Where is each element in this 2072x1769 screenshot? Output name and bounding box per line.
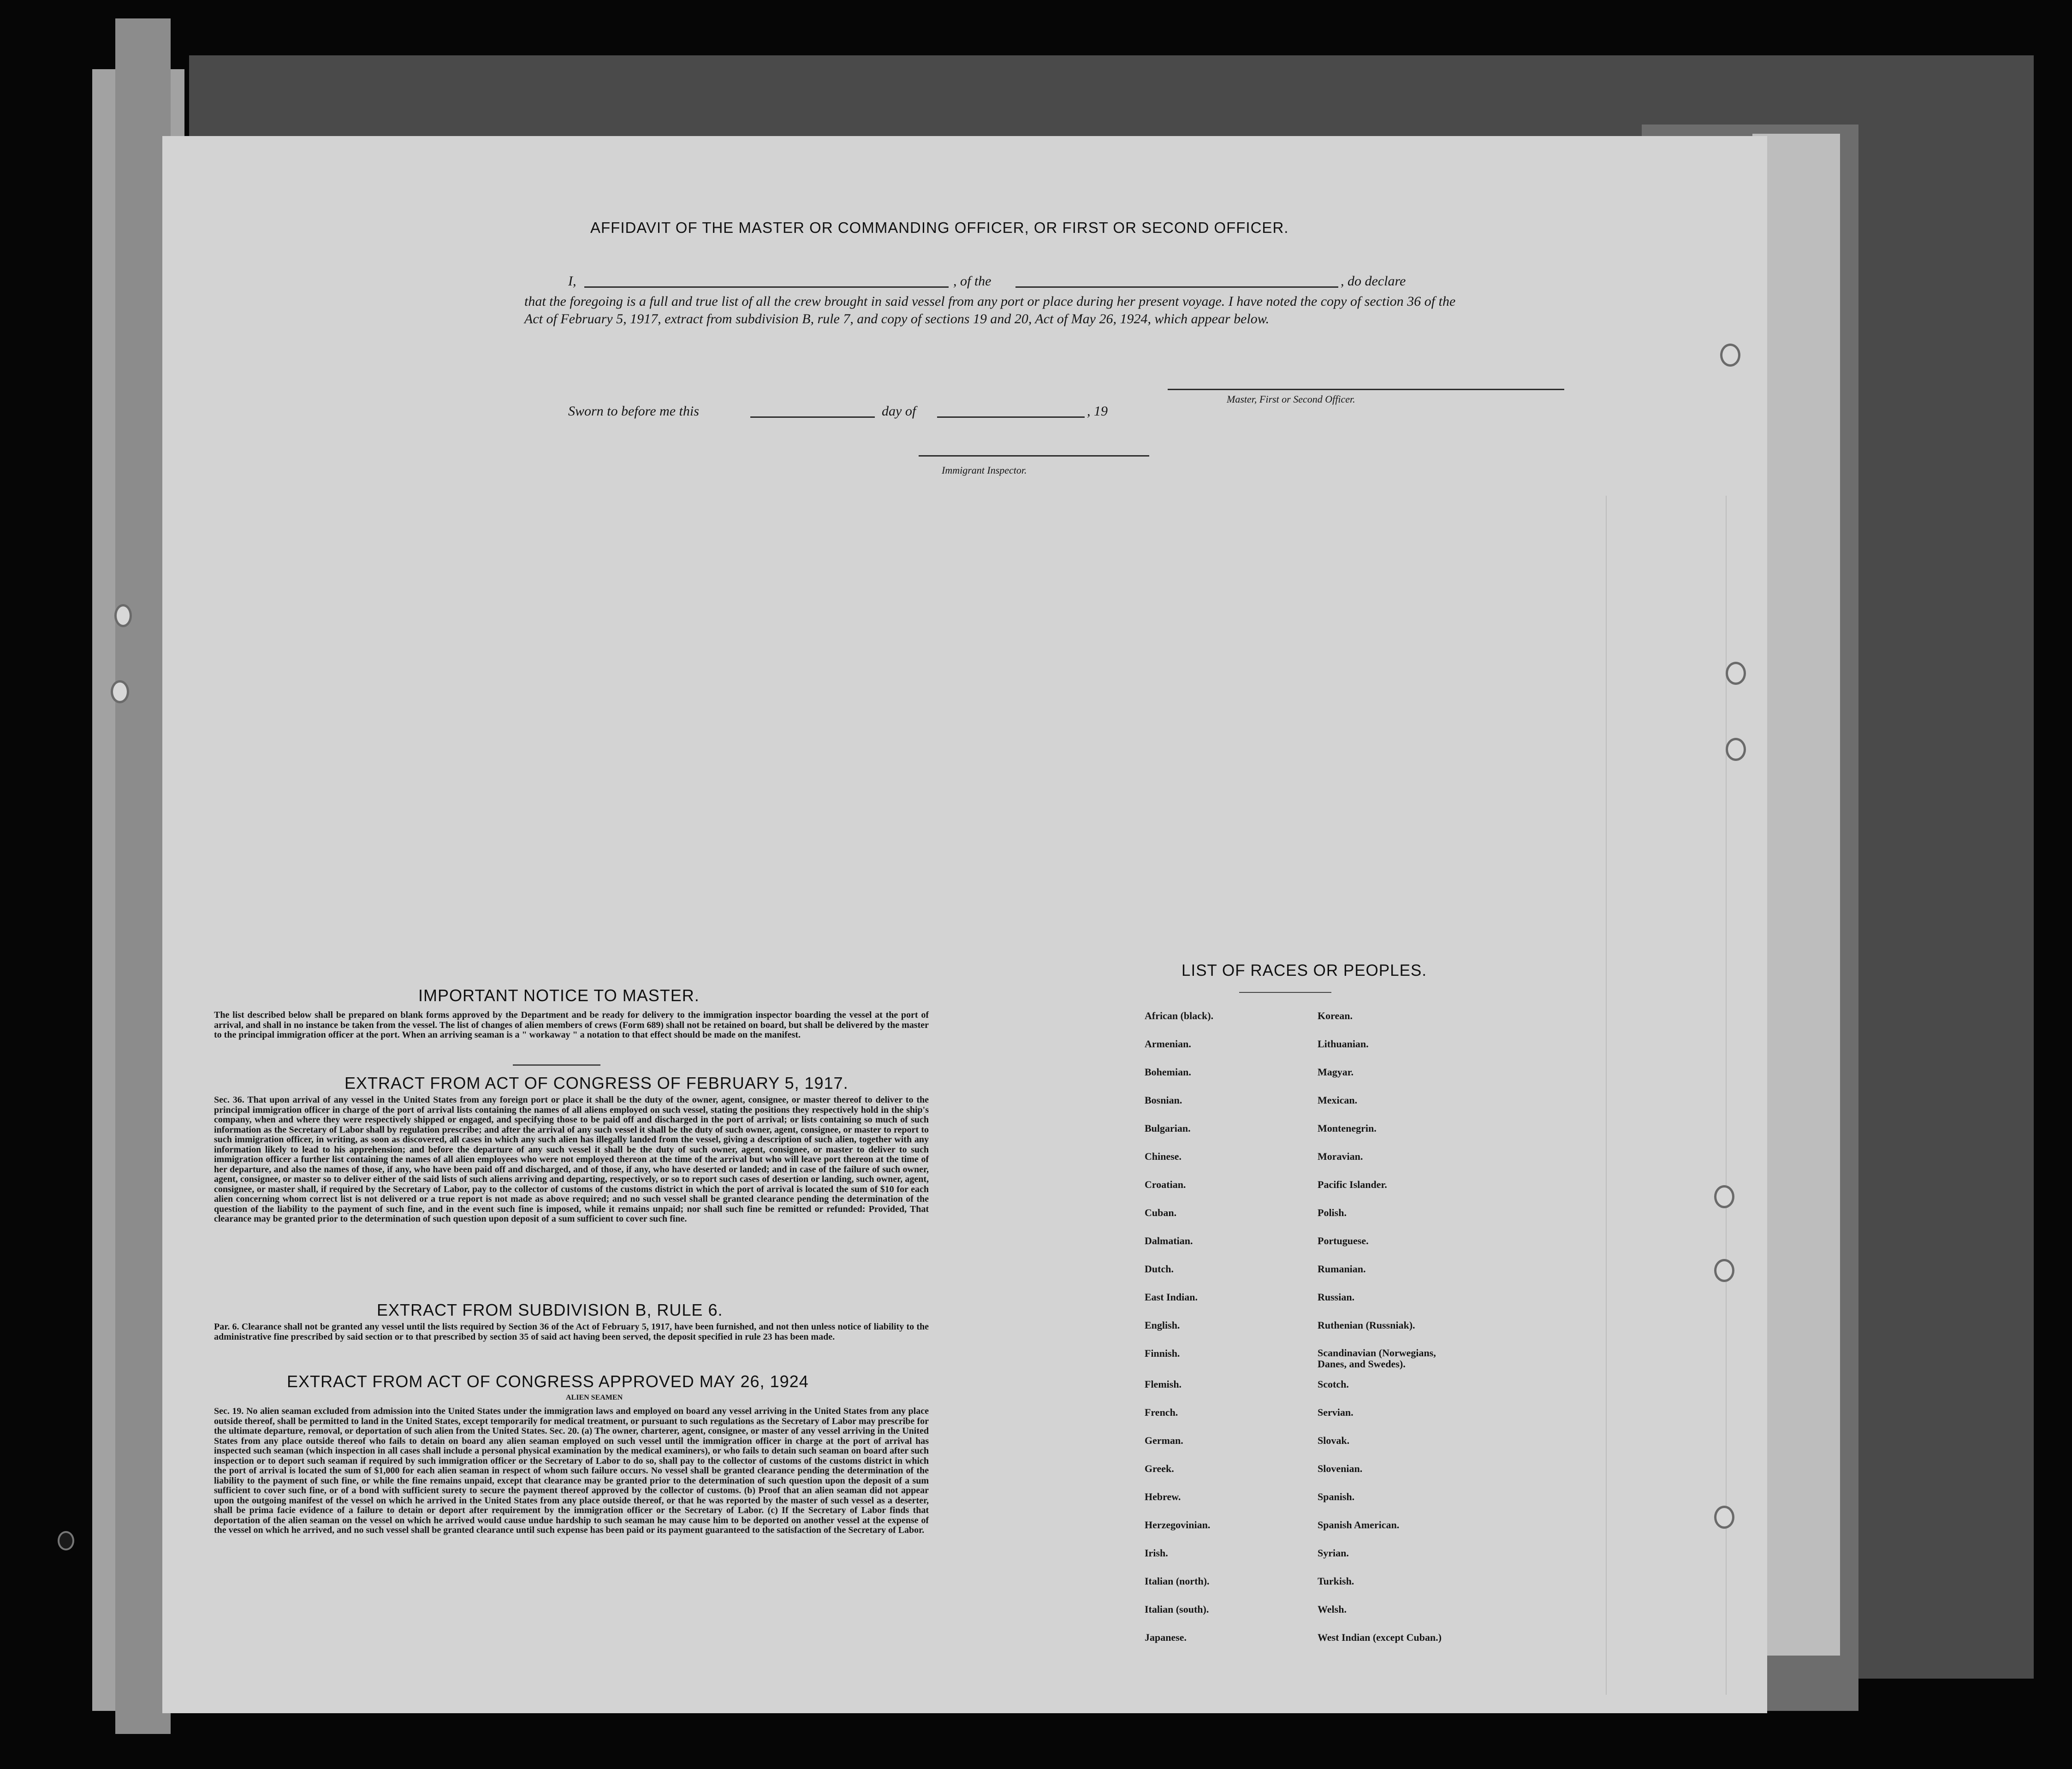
divider <box>1239 992 1331 993</box>
affidavit-body: that the foregoing is a full and true list of all the crew brought in said vessel from any port or place during her present voyage. I have noted the copy of section 36 of the Act of February 5, 1917, extract from subdivision B, rule 7, and copy of sections 19 and 20, Act of May 26, 1924, which appear below. <box>524 294 1456 326</box>
binder-hole <box>114 604 132 627</box>
race-item: Hebrew. <box>1145 1491 1181 1502</box>
inspector-signature-line[interactable] <box>919 455 1149 457</box>
race-item: Lithuanian. <box>1318 1038 1369 1050</box>
race-item: Polish. <box>1318 1207 1347 1218</box>
name-blank[interactable] <box>584 286 949 288</box>
race-item: Magyar. <box>1318 1066 1354 1078</box>
extract-1917-body: Sec. 36. That upon arrival of any vessel in the United States from any foreign port or place it shall be the duty of the owner, agent, consignee, or master thereof to deliver to the principal immigration officer in charge of the port of arrival lists containing the names of all aliens employed on such vessel, stating the positions they respectively hold in the ship's company, when and where they were respectively shipped or engaged, and specifying those to be paid off and discharged in the port of arrival; or lists containing so much of such information as the Secretary of Labor shall by regulation prescribe; and after the arrival of any such vessel it shall be the duty of such owner, agent, consignee, or master to report to such immigration officer, in writing, as soon as discovered, all cases in which any such alien has illegally landed from the vessel, giving a description of such alien, together with any information likely to lead to his apprehension; and before the departure of any such vessel it shall be the duty of such owner, agent, consignee, or master to deliver to such immigration officer a further list containing the names of all alien employees who were not employed thereon at the time of the arrival but who will leave port thereon at the time of her departure, and also the names of those, if any, who have been paid off and discharged, and of those, if any, who have deserted or landed; and in case of the failure of such owner, agent, consignee, or master so to deliver either of the said lists of such aliens arriving and departing, respectively, or so to report such cases of desertion or landing, such owner, agent, consignee, or master shall, if required by the Secretary of Labor, pay to the collector of customs of the customs district in which the port of arrival is located the sum of $10 for each alien concerning whom correct list is not delivered or a true report is not made as above required; and no such vessel shall be granted clearance pending the determination of the question of the liability to the payment of such fine, and in the event such fine is imposed, while it remains unpaid; nor shall such fine be remitted or refunded: Provided, That clearance may be granted prior to the determination of such question upon deposit of a sum sufficient to cover such fine. <box>214 1095 929 1224</box>
race-item: Flemish. <box>1145 1378 1182 1390</box>
race-item: Russian. <box>1318 1291 1355 1303</box>
race-item: Bosnian. <box>1145 1094 1182 1106</box>
affidavit-line1-prefix: I, <box>568 273 576 289</box>
race-item: Slovenian. <box>1318 1463 1363 1474</box>
race-item: Dutch. <box>1145 1263 1174 1275</box>
sworn-prefix: Sworn to before me this <box>568 404 699 419</box>
race-item: Dalmatian. <box>1145 1235 1193 1247</box>
race-item: Moravian. <box>1318 1151 1363 1162</box>
extract-1924-body: Sec. 19. No alien seaman excluded from admission into the United States under the immigration laws and employed on board any vessel arriving in the United States from any place outside thereof, shall be permitted to land in the United States, except temporarily for medical treatment, or pursuant to such regulations as the Secretary of Labor may prescribe for the ultimate departure, removal, or deportation of such alien from the United States. Sec. 20. (a) The owner, charterer, agent, consignee, or master of any vessel arriving in the United States from any place outside thereof who fails to detain on board any alien seaman employed on such vessel until the immigration officer in charge at the port of arrival has inspected such seaman (which inspection in all cases shall include a personal physical examination by the medical examiners), or who fails to detain such seaman on board after such inspection or to deport such seaman if required by such immigration officer or the Secretary of Labor to do so, shall pay to the collector of customs of the customs district in which the port of arrival is located the sum of $1,000 for each alien seaman in respect of whom such failure occurs. No vessel shall be granted clearance pending the determination of the liability to the payment of such fine, or while the fine remains unpaid, except that clearance may be granted prior to the determination of such question upon the deposit of a sum sufficient to cover such fine, or of a bond with sufficient surety to secure the payment thereof approved by the collector of customs. (b) Proof that an alien seaman did not appear upon the outgoing manifest of the vessel on which he arrived in the United States from any place outside thereof, or that he was reported by the master of such vessel as a deserter, shall be prima facie evidence of a failure to detain or deport after requirement by the immigration officer or the Secretary of Labor. (c) If the Secretary of Labor finds that deportation of the alien seaman on the vessel on which he arrived would cause undue hardship to such seaman he may cause him to be deported on another vessel at the expense of the vessel on which he arrived, and no such vessel shall be granted clearance until such expense has been paid or its payment guaranteed to the satisfaction of the Secretary of Labor. <box>214 1406 929 1535</box>
subdivision-title: EXTRACT FROM SUBDIVISION B, RULE 6. <box>377 1300 723 1319</box>
race-item: Slovak. <box>1318 1435 1350 1446</box>
binder-hole <box>111 680 129 703</box>
master-signature-line[interactable] <box>1168 389 1564 390</box>
notice-body: The list described below shall be prepared on blank forms approved by the Department and be ready for delivery to the immigration inspector boarding the vessel at the port of arrival, and shall in no instance be taken from the vessel. The list of changes of alien members of crews (Form 689) shall not be retained on board, but shall be delivered by the master to the principal immigration officer at the port. When an arriving seaman is a " workaway " a notation to that effect should be made on the manifest. <box>214 1010 929 1040</box>
race-item: Italian (south). <box>1145 1603 1209 1615</box>
sworn-year: , 19 <box>1087 404 1108 419</box>
race-item: Bulgarian. <box>1145 1122 1191 1134</box>
binder-hole <box>1714 1185 1734 1208</box>
race-item: Turkish. <box>1318 1575 1354 1587</box>
race-item: Herzegovinian. <box>1145 1519 1211 1531</box>
race-item: Spanish. <box>1318 1491 1355 1502</box>
binder-hole <box>1714 1259 1734 1282</box>
extract-1924-title: EXTRACT FROM ACT OF CONGRESS APPROVED MAY 26, 1924 <box>287 1372 809 1391</box>
race-item: Croatian. <box>1145 1179 1186 1190</box>
race-item: Servian. <box>1318 1407 1354 1418</box>
race-item: Portuguese. <box>1318 1235 1369 1247</box>
race-item: Syrian. <box>1318 1547 1349 1559</box>
binder-hole <box>1726 738 1746 761</box>
inspector-label: Immigrant Inspector. <box>942 464 1027 476</box>
race-item: Ruthenian (Russniak). <box>1318 1319 1415 1331</box>
affidavit-line1-mid: , of the <box>953 273 991 289</box>
race-item: French. <box>1145 1407 1178 1418</box>
race-item: Irish. <box>1145 1547 1168 1559</box>
sworn-date-blank[interactable] <box>750 416 875 418</box>
race-item: Finnish. <box>1145 1348 1180 1359</box>
notice-title: IMPORTANT NOTICE TO MASTER. <box>418 986 700 1005</box>
race-item: Pacific Islander. <box>1318 1179 1387 1190</box>
affidavit-page <box>162 136 1767 1713</box>
affidavit-title: AFFIDAVIT OF THE MASTER OR COMMANDING OFFICER, OR FIRST OR SECOND OFFICER. <box>590 219 1289 236</box>
binder-hole <box>1726 662 1746 685</box>
sworn-day: day of <box>882 404 916 419</box>
binder-hole <box>58 1531 74 1550</box>
race-item: German. <box>1145 1435 1183 1446</box>
binder-hole <box>1714 1506 1734 1529</box>
race-item: West Indian (except Cuban.) <box>1318 1632 1442 1643</box>
races-title: LIST OF RACES OR PEOPLES. <box>1181 962 1427 979</box>
bleed-through-text <box>1223 487 1684 577</box>
race-item: African (black). <box>1145 1010 1214 1021</box>
affidavit-line1-end: , do declare <box>1341 273 1406 289</box>
divider <box>513 1064 600 1066</box>
race-item: Japanese. <box>1145 1632 1187 1643</box>
sworn-month-blank[interactable] <box>937 416 1085 418</box>
race-item: East Indian. <box>1145 1291 1198 1303</box>
race-item: Armenian. <box>1145 1038 1191 1050</box>
extract-1924-subtitle: ALIEN SEAMEN <box>566 1394 623 1401</box>
bleed-through-line <box>1606 496 1607 1695</box>
races-right-column <box>1318 1010 1511 1660</box>
race-item: Bohemian. <box>1145 1066 1191 1078</box>
binder-hole <box>1720 344 1740 367</box>
vessel-blank[interactable] <box>1015 286 1338 288</box>
race-item: Cuban. <box>1145 1207 1177 1218</box>
master-label: Master, First or Second Officer. <box>1227 393 1355 405</box>
race-item: Greek. <box>1145 1463 1174 1474</box>
race-item: Mexican. <box>1318 1094 1358 1106</box>
race-item: Scandinavian (Norwegians, Danes, and Swedes). <box>1318 1347 1436 1370</box>
race-item: Spanish American. <box>1318 1519 1400 1531</box>
subdivision-body: Par. 6. Clearance shall not be granted any vessel until the lists required by Section 36 of the Act of February 5, 1917, have been furnished, and not then unless notice of liability to the administrative fine prescribed by said section or to that prescribed by section 35 of said act having been served, the deposit specified in rule 23 has been made. <box>214 1322 929 1342</box>
race-item: English. <box>1145 1319 1180 1331</box>
race-item: Welsh. <box>1318 1603 1347 1615</box>
race-item: Korean. <box>1318 1010 1353 1021</box>
race-item: Chinese. <box>1145 1151 1182 1162</box>
extract-1917-title: EXTRACT FROM ACT OF CONGRESS OF FEBRUARY 5, 1917. <box>344 1074 849 1092</box>
race-item: Montenegrin. <box>1318 1122 1377 1134</box>
races-left-column <box>1145 1010 1329 1660</box>
race-item: Italian (north). <box>1145 1575 1210 1587</box>
race-item: Rumanian. <box>1318 1263 1366 1275</box>
race-item: Scotch. <box>1318 1378 1349 1390</box>
